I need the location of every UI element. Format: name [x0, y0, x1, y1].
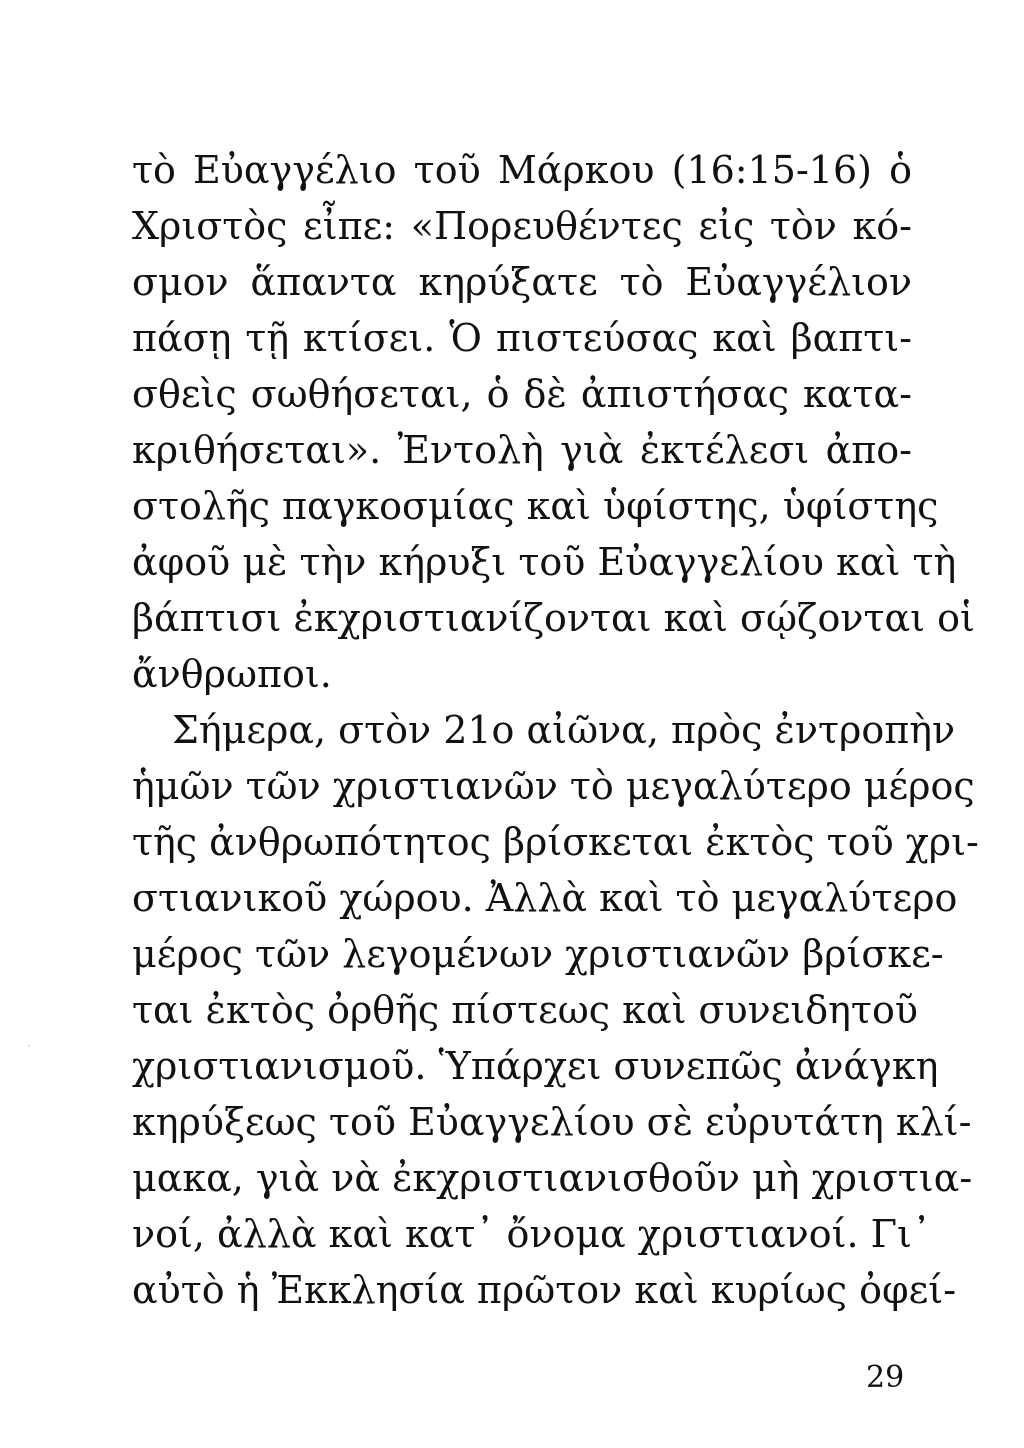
text-line: Σήμερα, στὸν 21ο αἰῶνα, πρὸς ἐντροπὴν	[172, 708, 956, 752]
text-line: ται ἐκτὸς ὀρθῆς πίστεως καὶ συνειδητοῦ	[132, 988, 918, 1032]
text-line: βάπτισι ἐκχριστιανίζονται καὶ σῴζονται οἱ	[132, 596, 975, 640]
text-line: μακα, γιὰ νὰ ἐκχριστιανισθοῦν μὴ χριστια-	[132, 1156, 973, 1200]
text-line: κριθήσεται». Ἐντολὴ γιὰ ἐκτέλεσι ἀπο-	[132, 428, 912, 472]
page-number: 29	[866, 1360, 905, 1395]
text-line: νοί, ἀλλὰ καὶ κατ᾽ ὄνομα χριστιανοί. Γι᾽	[132, 1212, 931, 1256]
text-line: χριστιανισμοῦ. Ὑπάρχει συνεπῶς ἀνάγκη	[132, 1044, 939, 1088]
text-line: κηρύξεως τοῦ Εὐαγγελίου σὲ εὐρυτάτη κλί-	[132, 1100, 972, 1144]
text-line: τὸ Εὐαγγέλιο τοῦ Μάρκου (16:15-16) ὁ	[132, 148, 912, 192]
text-line: στολῆς παγκοσμίας καὶ ὑφίστης, ὑφίστης	[132, 484, 939, 528]
text-line: μέρος τῶν λεγομένων χριστιανῶν βρίσκε-	[132, 932, 944, 976]
text-line: σθεὶς σωθήσεται, ὁ δὲ ἀπιστήσας κατα-	[132, 372, 912, 416]
body-text	[132, 142, 979, 1318]
text-line: πάσῃ τῇ κτίσει. Ὁ πιστεύσας καὶ βαπτι-	[132, 316, 912, 360]
text-line: στιανικοῦ χώρου. Ἀλλὰ καὶ τὸ μεγαλύτερο	[132, 876, 958, 920]
text-line: Χριστὸς εἶπε: «Πορευθέντες εἰς τὸν κό-	[132, 204, 912, 248]
text-line: αὐτὸ ἡ Ἐκκλησία πρῶτον καὶ κυρίως ὀφεί-	[132, 1268, 957, 1312]
text-line: σμον ἅπαντα κηρύξατε τὸ Εὐαγγέλιον	[132, 260, 912, 304]
text-line: ἀφοῦ μὲ τὴν κήρυξι τοῦ Εὐαγγελίου καὶ τὴ	[132, 540, 957, 584]
text-line: τῆς ἀνθρωπότητος βρίσκεται ἐκτὸς τοῦ χρι-	[132, 820, 979, 864]
text-line: ἡμῶν τῶν χριστιανῶν τὸ μεγαλύτερο μέρος	[132, 764, 975, 808]
scan-speck	[28, 1045, 30, 1047]
text-line: ἄνθρωποι.	[132, 652, 332, 696]
